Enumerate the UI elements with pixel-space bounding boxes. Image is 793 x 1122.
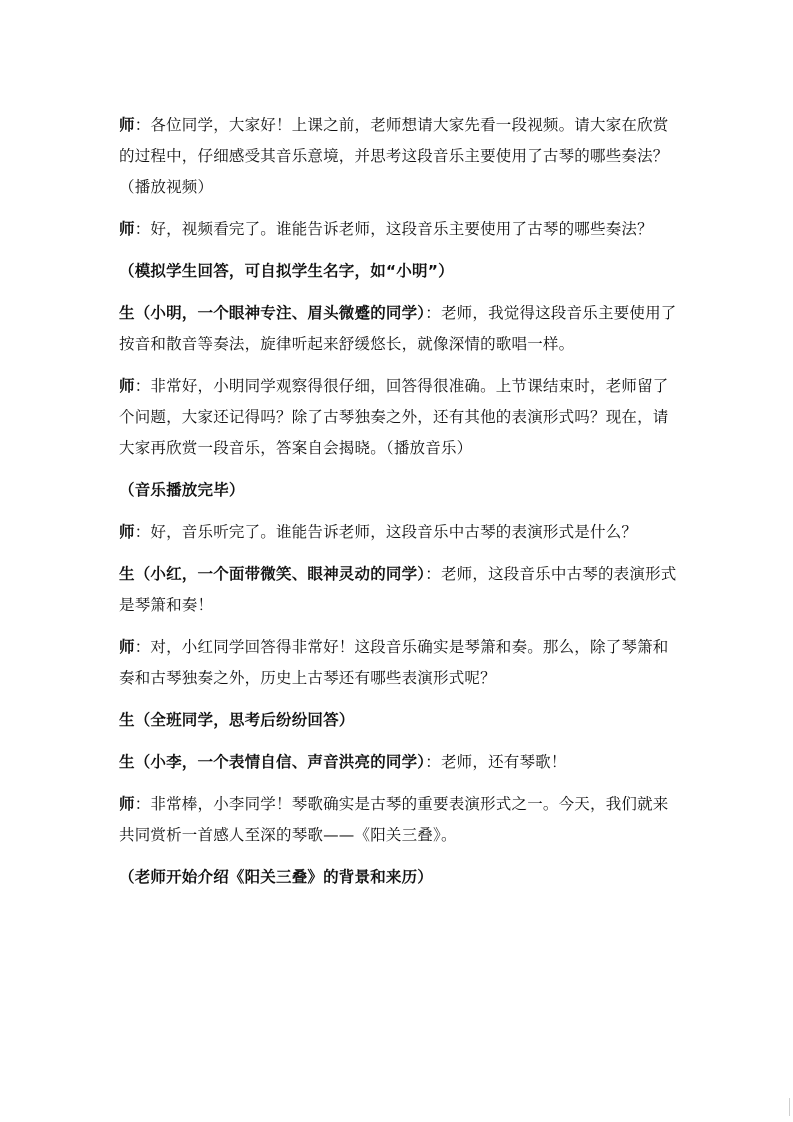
- paragraph-student-xiaohong: [119, 559, 679, 621]
- speaker-separator: ：: [134, 220, 151, 238]
- document-page: [119, 110, 679, 904]
- stage-note: （老师开始介绍《阳关三叠》的背景和来历）: [119, 868, 434, 886]
- stage-note: 生（全班同学，思考后纷纷回答）: [119, 711, 355, 729]
- paragraph-text: 非常棒，小李同学！琴歌确实是古琴的重要表演形式之一。今天，我们就来共同赏析一首感人至深的琴歌——《阳关三叠》。: [119, 795, 669, 844]
- stage-note: （模拟学生回答，可自拟学生名字，如“小明”）: [119, 262, 454, 280]
- paragraph-teacher-followup: [119, 632, 679, 694]
- speaker-separator: ：: [134, 638, 151, 656]
- speaker-separator: ：: [134, 523, 151, 541]
- paragraph-student-xiaoli: [119, 747, 679, 778]
- speaker-label: 师: [119, 377, 135, 395]
- paragraph-student-xiaoming: [119, 298, 679, 360]
- paragraph-text: 非常好，小明同学观察得很仔细，回答得很准确。上节课结束时，老师留了个问题，大家还记得吗？除了古琴独奏之外，还有其他的表演形式吗？现在，请大家再欣赏一段音乐，答案自会揭晓。（播放音乐）: [119, 377, 669, 457]
- paragraph-teacher-praise: [119, 371, 679, 464]
- speaker-separator: ：: [134, 116, 151, 134]
- speaker-label: 师: [119, 795, 135, 813]
- speaker-label: 师: [119, 523, 135, 541]
- paragraph-teacher-intro: [119, 110, 679, 203]
- paragraph-text: 对，小红同学回答得非常好！这段音乐确实是琴箫和奏。那么，除了琴箫和奏和古琴独奏之外，历史上古琴还有哪些表演形式呢？: [119, 638, 669, 687]
- paragraph-text: 老师，这段音乐中古琴的表演形式是琴箫和奏！: [119, 565, 677, 614]
- speaker-label: 生（小明，一个眼神专注、眉头微蹙的同学）: [119, 304, 426, 322]
- paragraph-text: 好，音乐听完了。谁能告诉老师，这段音乐中古琴的表演形式是什么？: [150, 523, 638, 541]
- paragraph-text: 老师，我觉得这段音乐主要使用了按音和散音等奏法，旋律听起来舒缓悠长，就像深情的歌唱一样。: [119, 304, 677, 353]
- speaker-label: 师: [119, 116, 135, 134]
- page-edge-marker: [789, 1098, 790, 1116]
- speaker-separator: ：: [425, 565, 441, 583]
- stage-note: （音乐播放完毕）: [119, 481, 245, 499]
- paragraph-text: 各位同学，大家好！上课之前，老师想请大家先看一段视频。请大家在欣赏的过程中，仔细感受其音乐意境，并思考这段音乐主要使用了古琴的哪些奏法？（播放视频）: [119, 116, 669, 196]
- paragraph-teacher-conclusion: [119, 789, 679, 851]
- paragraph-teacher-question: [119, 214, 679, 245]
- speaker-label: 生（小李，一个表情自信、声音洪亮的同学）: [119, 753, 426, 771]
- paragraph-text: 老师，还有琴歌！: [440, 753, 567, 771]
- paragraph-teacher-question-2: [119, 517, 679, 548]
- paragraph-text: 好，视频看完了。谁能告诉老师，这段音乐主要使用了古琴的哪些奏法？: [150, 220, 653, 238]
- speaker-label: 师: [119, 638, 135, 656]
- speaker-separator: ：: [425, 753, 441, 771]
- speaker-label: 师: [119, 220, 135, 238]
- speaker-separator: ：: [134, 795, 151, 813]
- speaker-separator: ：: [134, 377, 151, 395]
- speaker-separator: ：: [425, 304, 441, 322]
- speaker-label: 生（小红，一个面带微笑、眼神灵动的同学）: [119, 565, 426, 583]
